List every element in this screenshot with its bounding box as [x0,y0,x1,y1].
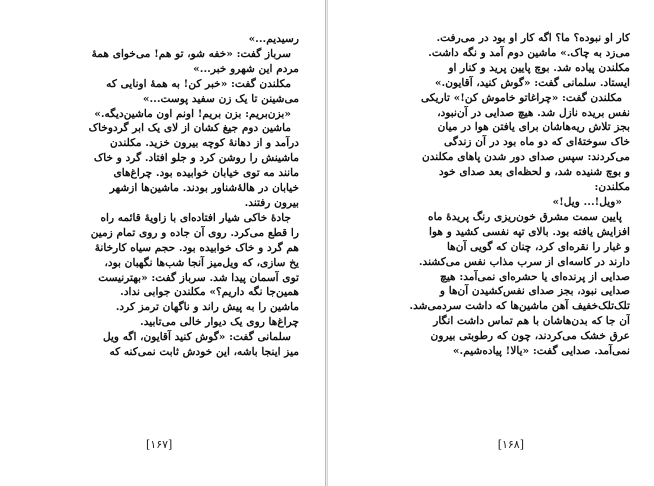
text-line: سرباز گفت: «خفه شو، تو هم! می‌خوای همهٔ [91,47,291,60]
text-line: «بزن‌بریم: بزن بریم! اونم اون ماشین‌دیگه.» [94,107,291,120]
text-line: درآمد و از دهانهٔ کوچه بیرون خزید. مکلندن [110,137,299,150]
right-page-body [372,31,630,359]
text-line: هم گرد و خاک خوابیده بود. حجم سیاه کارخانهٔ [94,241,299,254]
left-page-number: [۱۶۷] [146,438,173,451]
text-line: مکلندن پیاده شد. بوچ پایین پرید و کنار او [448,61,630,74]
text-line: افزایش یافته بود. بالای تپه نفسی کشید و هوا [429,225,630,238]
text-line: کار او نبوده؟ ما؟ اگه کار او بود در می‌رفت. [436,32,630,44]
text-line: و غبار را نقره‌ای کرد، چنان که گویی آن‌ها [446,240,630,253]
text-line: مکلندن گفت: «خبر کن! به همهٔ اونایی که [106,77,291,90]
text-line: همین‌جا نگه داریم؟» مکلندن جوابی نداد. [120,286,299,299]
right-page [327,0,654,486]
text-line: سلمانی گفت: «گوش کنید آقایون، اگه ویل [102,331,291,344]
text-line: تلک‌تلک‌خفیف آهن ماشین‌ها که داشت سرد‌می‌شد. [409,300,630,313]
text-line: خیابان در هالهٔ‌شناور بودند. ماشین‌ها از‌شهر [109,182,299,195]
text-line: عرق خشک می‌کردند، چون که رطوبتی بیرون [430,330,630,343]
text-line: توی آسمان پیدا شد. سرباز گفت: «بهتر‌نیست [98,271,299,284]
text-line: خاک سوختهٔ‌ای که دو ماه بود در آن زندگی [444,136,630,149]
text-line: یخ سازی، که ویل‌میز آنجا شب‌ها نگهبان بود، [104,256,299,269]
text-line: «ویل!... ویل!» [552,195,622,208]
text-line: مردم این شهرو خبر...» [193,62,299,75]
text-line: ماشینش را روشن کرد و جلو افتاد. گرد و خاک [93,152,299,165]
text-line: پایین سمت مشرق خون‌ریزی رنگ پریدهٔ ماه [428,210,622,223]
text-line: می‌زد به چاک.» ماشین دوم آمد و نگه داشت. [428,46,630,59]
text-line: جادهٔ خاکی شیار افتاده‌ای با زاویهٔ قائمه راه [100,211,291,224]
text-line: ماشین دوم جیغ کشان از لای یک ابر گردوخاک [88,122,291,135]
text-line: بجز تلاش ریه‌هاشان برای یافتن هوا در میان [437,121,630,134]
text-line: ایستاد. سلمانی گفت: «گوش کنید، آقایون.» [434,76,630,89]
text-line: دارند در کاسه‌ای از سرب مذاب نفس می‌کشند. [418,255,630,268]
text-line: نفس بریده نازل شد. هیچ صدایی در آن‌نبود، [437,106,630,119]
right-page-number: [۱۶۸] [497,438,524,451]
text-line: رسیدیم...» [248,33,299,45]
text-line: را قطع می‌کرد. روی آن جاده و روی تمام زمین [90,226,299,239]
text-line: بیرون رفتند. [244,196,299,209]
text-line: می‌کردند: سپس صدای دور شدن پاهای مکلندن [421,151,630,164]
text-line: صدایی نبود، بجز صدای نفس‌کشیدن آن‌ها و [439,285,630,298]
text-line: مکلندن: [594,181,630,194]
text-line: می‌شینن تا یک زن سفید پوست...» [142,92,299,105]
text-line: چراغ‌ها روی یک دیوار خالی می‌تابید. [140,316,299,329]
left-page [0,0,326,486]
text-line: نمی‌آمد. صدایی گفت: «یالا! پیاده‌شیم.» [452,345,630,358]
left-page-body [24,32,299,360]
text-line: مکلندن گفت: «چراغاتو خاموش کن!» تاریکی [420,91,622,104]
text-line: ماشین را به پیش راند و ناگهان ترمز کرد. [115,301,299,314]
text-line: و بوچ شنیده شد، و لحظه‌ای بعد صدای خود [438,166,630,179]
text-line: مانند مه توی خیابان خوابیده بود. چراغ‌های [113,167,299,180]
text-line: میز اینجا باشه، این خودش ثابت نمی‌کنه که [109,346,299,359]
text-line: آن جا که بدن‌هاشان با هم تماس داشت انگار [433,315,630,328]
text-line: صدایی از پرنده‌ای یا حشره‌ای نمی‌آمد: هیچ [440,270,630,283]
